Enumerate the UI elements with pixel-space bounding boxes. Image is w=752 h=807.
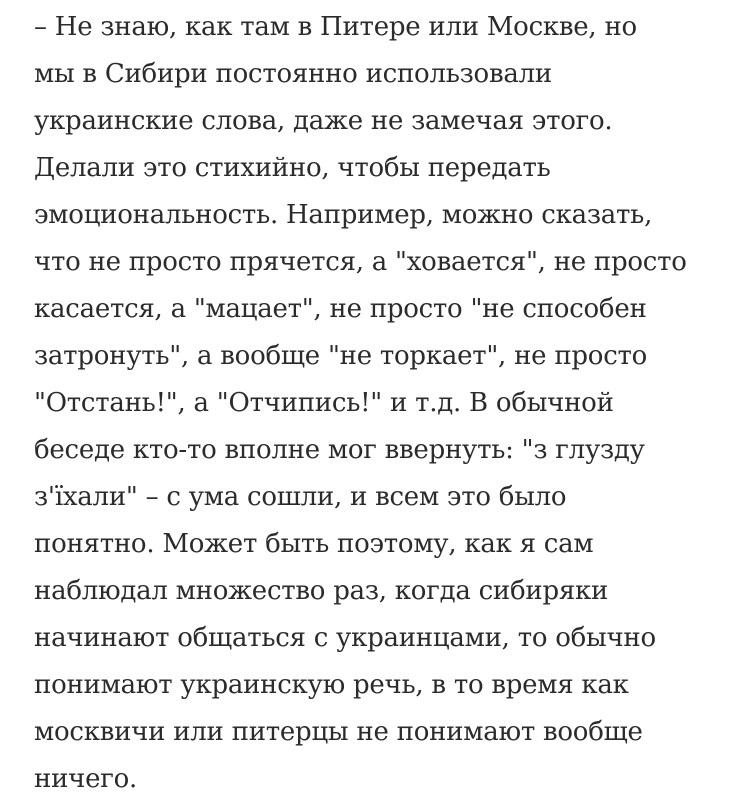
text-line: понимают украинскую речь, в то время как — [34, 670, 629, 700]
text-line: – Не знаю, как там в Питере или Москве, но — [34, 12, 637, 42]
text-line: Делали это стихийно, чтобы передать — [34, 153, 551, 183]
text-line: понятно. Может быть поэтому, как я сам — [34, 529, 594, 559]
text-line: эмоциональность. Например, можно сказать, — [34, 200, 653, 230]
text-line: з'їхали" – с ума сошли, и всем это было — [34, 482, 567, 512]
text-line: украинские слова, даже не замечая этого. — [34, 106, 613, 136]
text-line: ничего. — [34, 764, 138, 794]
text-line: затронуть", а вообще "не торкает", не просто — [34, 341, 648, 371]
text-line: что не просто прячется, а "хoвается", не просто — [34, 247, 687, 277]
text-line: беседе кто-то вполне мог ввернуть: "з глузду — [34, 435, 645, 465]
text-line: наблюдал множество раз, когда сибиряки — [34, 576, 609, 606]
text-line: москвичи или питерцы не понимают вообще — [34, 717, 643, 747]
text-line: касается, а "мацает", не просто "не способен — [34, 294, 647, 324]
text-line: "Отстань!", а "Отчипись!" и т.д. В обычной — [34, 388, 614, 418]
text-line: мы в Сибири постоянно использовали — [34, 59, 552, 89]
text-line: начинают общаться с украинцами, то обычно — [34, 623, 656, 653]
